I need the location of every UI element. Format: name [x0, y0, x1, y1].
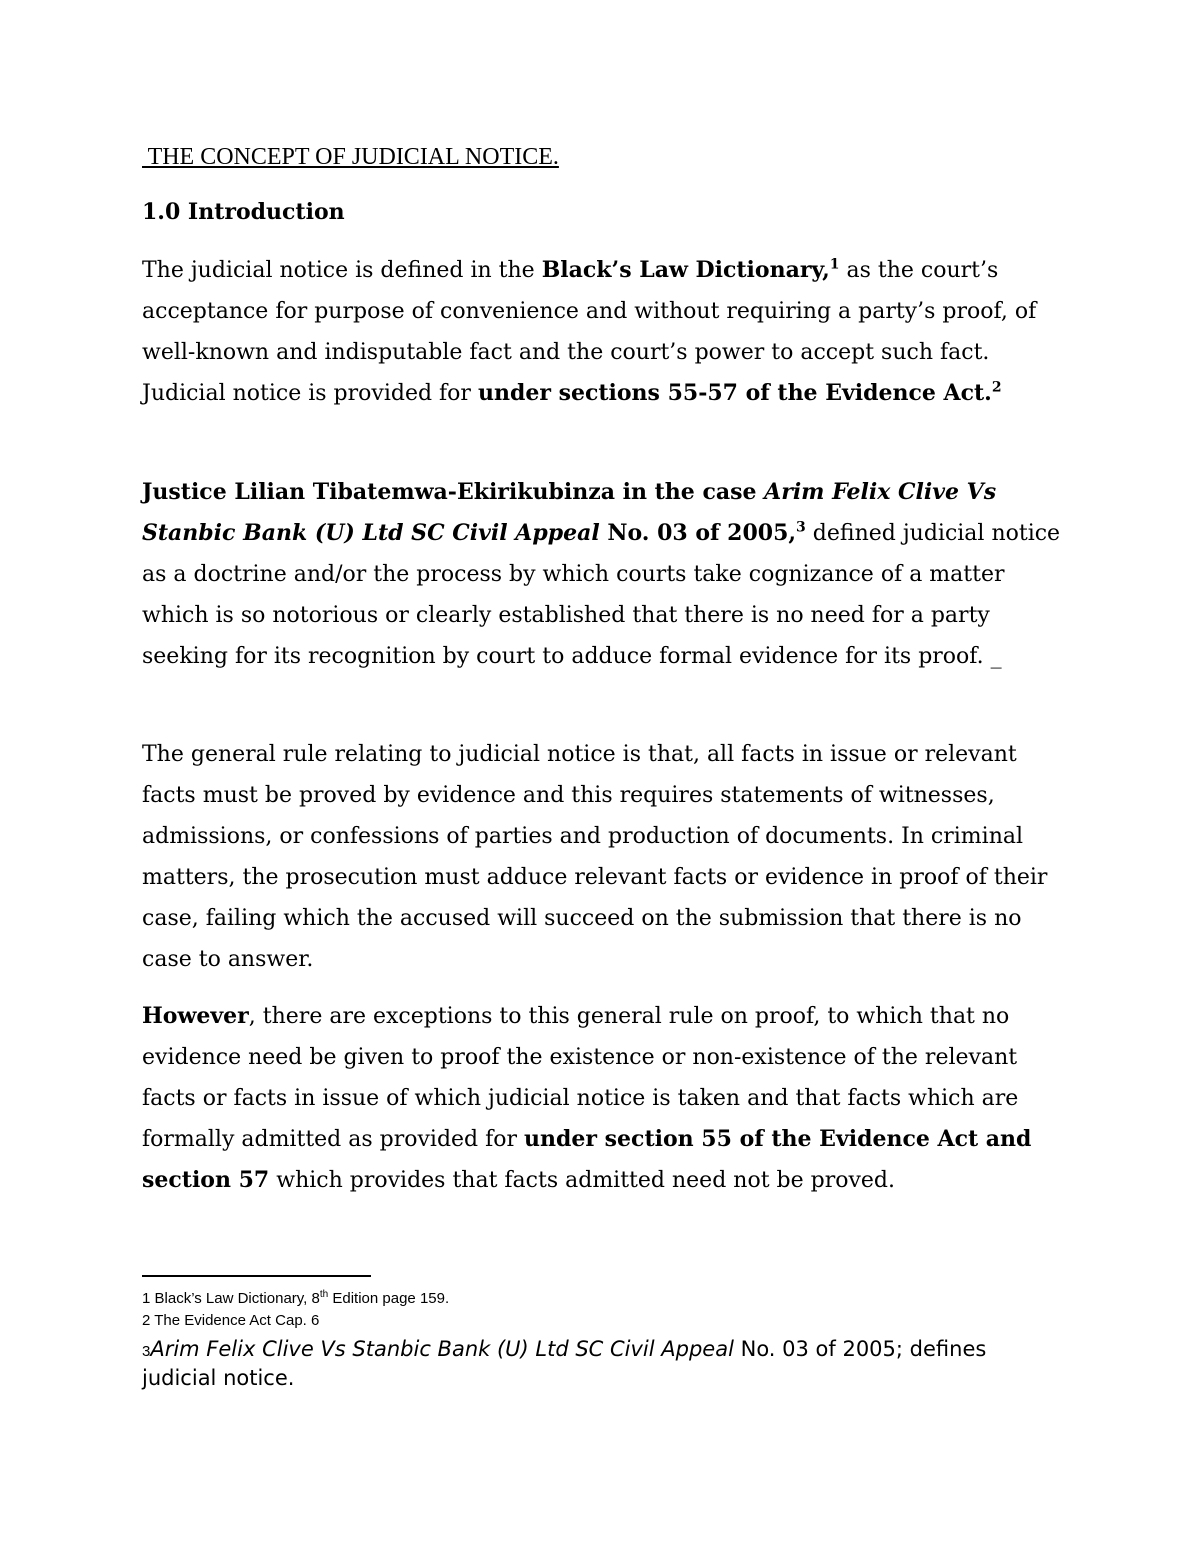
p1-dictionary-name: Black’s Law Dictionary,: [541, 257, 830, 283]
p4-text-d: which provides that facts admitted need not be proved.: [269, 1168, 895, 1193]
p4-sections-ref: under section 55 of the Evidence Act and section 57: [142, 1126, 1032, 1193]
p1-text-a: The judicial notice is defined in the: [142, 258, 542, 283]
p1-sections-ref: under sections 55-57 of the Evidence Act.: [477, 380, 992, 406]
footnote-ref-1[interactable]: 1: [829, 256, 840, 273]
fn3-case-name: Arim Felix Clive Vs Stanbic Bank (U) Ltd SC Civil Appeal: [150, 1337, 734, 1361]
fn3-rest: No. 03 of 2005; defines judicial notice.: [142, 1337, 987, 1390]
footnote-separator: [142, 1275, 371, 1277]
p2-case-name: Arim Felix Clive Vs Stanbic Bank (U) Ltd SC Civil Appeal: [142, 479, 997, 546]
p2-justice-name: Justice Lilian Tibatemwa-Ekirikubinza in the case: [142, 479, 765, 505]
footnote-1: [142, 1289, 449, 1309]
document-title: THE CONCEPT OF JUDICIAL NOTICE.: [142, 144, 559, 170]
footnote-2: 2 The Evidence Act Cap. 6: [142, 1312, 320, 1329]
fn1-text-a: 1 Black’s Law Dictionary, 8: [142, 1290, 320, 1307]
footnote-ref-2[interactable]: 2: [991, 379, 1002, 396]
paragraph-case-law: [142, 472, 1067, 677]
footnote-3: [142, 1336, 1067, 1391]
paragraph-general-rule: The general rule relating to judicial notice is that, all facts in issue or relevant facts must be proved by evidence and this requires statements of witnesses, admissions, or confessions of parties and production of documents. In criminal matters, the prosecution must adduce relevant facts or evidence in proof of their case, failing which the accused will succeed on the submission that there is no case to answer.: [142, 742, 1048, 972]
fn1-sup: th: [319, 1289, 329, 1300]
p2-case-number: No. 03 of 2005,: [599, 520, 797, 546]
paragraph-exceptions: [142, 996, 1067, 1201]
footnote-ref-3[interactable]: 3: [796, 519, 806, 536]
p4-however: However: [142, 1003, 249, 1029]
p2-text-d: defined judicial notice as a doctrine and/or the process by which courts take cognizance of a matter which is so notorious or clearly established that there is no need for a party seeking for its recognition by court to adduce formal evidence for its proof. _: [142, 521, 1061, 669]
fn1-text-b: Edition page 159.: [328, 1290, 450, 1307]
fn3-number: 3: [142, 1343, 151, 1360]
paragraph-definition: [142, 250, 1067, 414]
p4-text-b: , there are exceptions to this general rule on proof, to which that no evidence need be given to proof the existence or non-existence of the relevant facts or facts in issue of which judicial notice is taken and that facts which are formally admitted as provided for: [142, 1004, 1019, 1152]
section-heading: 1.0 Introduction: [142, 199, 345, 225]
p1-text-c: as the court’s acceptance for purpose of convenience and without requiring a party’s proof, of well-known and indisputable fact and the court’s power to accept such fact. Judicial notice is provided for: [142, 258, 1037, 406]
